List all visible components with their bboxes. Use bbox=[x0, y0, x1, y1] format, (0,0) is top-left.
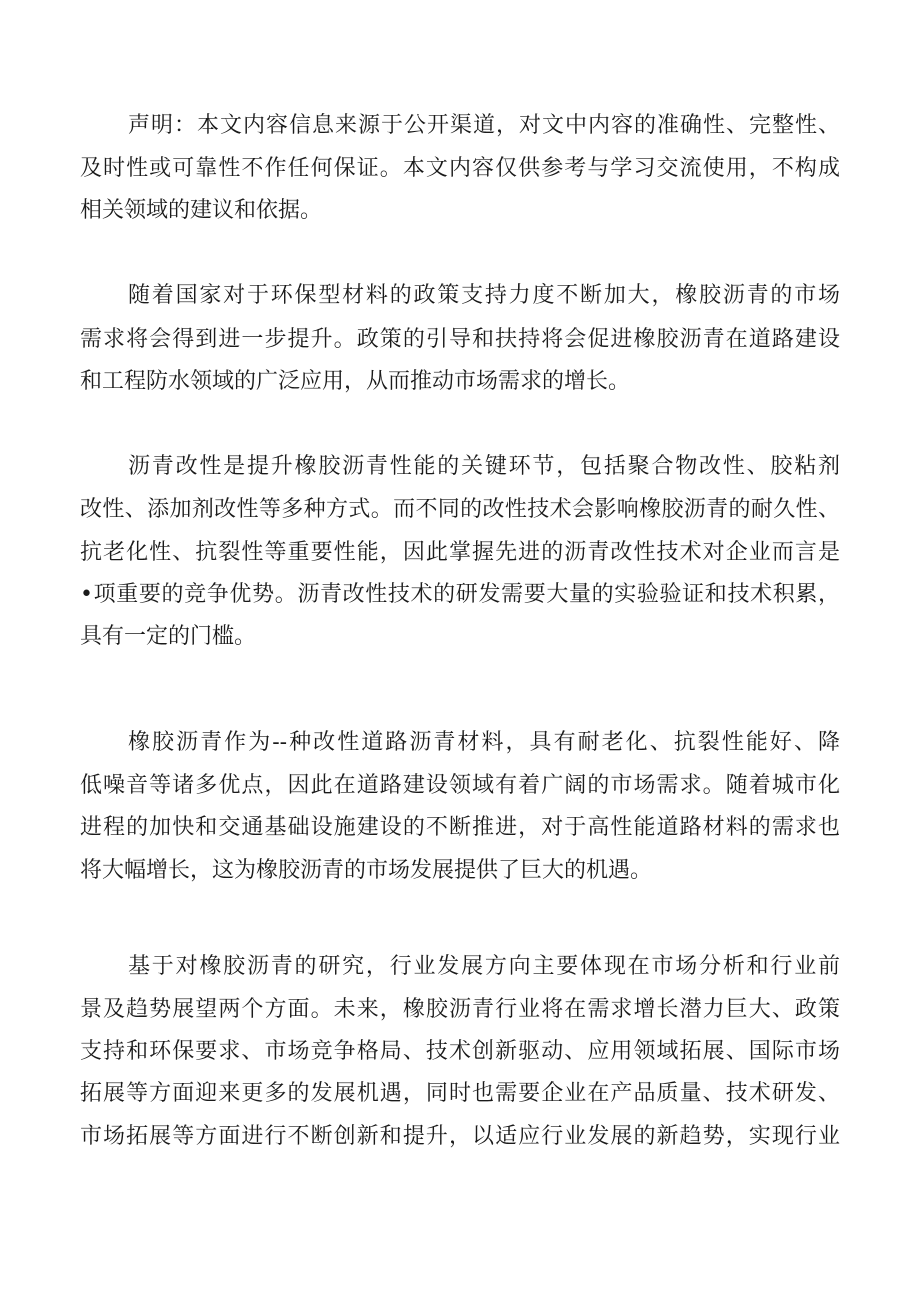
text-line: 随着国家对于环保型材料的政策支持力度不断加大，橡胶沥青的市场 bbox=[128, 283, 840, 308]
text-line: 景及趋势展望两个方面。未来，橡胶沥青行业将在需求增长潜力巨大、政策 bbox=[80, 997, 840, 1022]
text-line: 市场拓展等方面进行不断创新和提升，以适应行业发展的新趋势，实现行业 bbox=[80, 1124, 840, 1149]
paragraph-industry-outlook bbox=[80, 954, 840, 1150]
text-line: 及时性或可靠性不作任何保证。本文内容仅供参考与学习交流使用，不构成 bbox=[80, 156, 840, 181]
text-line: 相关领域的建议和依据。 bbox=[80, 198, 323, 223]
paragraph-road-demand bbox=[80, 730, 840, 884]
paragraph-asphalt-modification bbox=[80, 454, 840, 650]
text-line: 基于对橡胶沥青的研究，行业发展方向主要体现在市场分析和行业前 bbox=[128, 954, 840, 979]
text-line: 进程的加快和交通基础设施建设的不断推进，对于高性能道路材料的需求也 bbox=[80, 815, 840, 840]
text-line: 低噪音等诸多优点，因此在道路建设领域有着广阔的市场需求。随着城市化 bbox=[80, 773, 840, 798]
text-line: 需求将会得到进一步提升。政策的引导和扶持将会促进橡胶沥青在道路建设 bbox=[80, 327, 840, 352]
text-line: 和工程防水领域的广泛应用，从而推动市场需求的增长。 bbox=[80, 369, 631, 394]
text-line: 声明：本文内容信息来源于公开渠道，对文中内容的准确性、完整性、 bbox=[128, 113, 840, 138]
paragraph-disclaimer bbox=[80, 113, 840, 224]
text-line: 支持和环保要求、市场竞争格局、技术创新驱动、应用领域拓展、国际市场 bbox=[80, 1039, 840, 1064]
text-line: 拓展等方面迎来更多的发展机遇，同时也需要企业在产品质量、技术研发、 bbox=[80, 1081, 840, 1106]
text-line: 改性、添加剂改性等多种方式。而不同的改性技术会影响橡胶沥青的耐久性、 bbox=[80, 497, 840, 522]
paragraph-policy-support bbox=[80, 283, 840, 395]
text-line: 具有一定的门槛。 bbox=[80, 624, 257, 649]
text-line: •项重要的竞争优势。沥青改性技术的研发需要大量的实验验证和技术积累， bbox=[80, 582, 840, 607]
text-line: 抗老化性、抗裂性等重要性能，因此掌握先进的沥青改性技术对企业而言是 bbox=[80, 540, 840, 565]
text-line: 沥青改性是提升橡胶沥青性能的关键环节，包括聚合物改性、胶粘剂 bbox=[128, 454, 840, 479]
text-line: 将大幅增长，这为橡胶沥青的市场发展提供了巨大的机遇。 bbox=[80, 858, 653, 883]
text-line: 橡胶沥青作为--种改性道路沥青材料，具有耐老化、抗裂性能好、降 bbox=[128, 730, 840, 755]
